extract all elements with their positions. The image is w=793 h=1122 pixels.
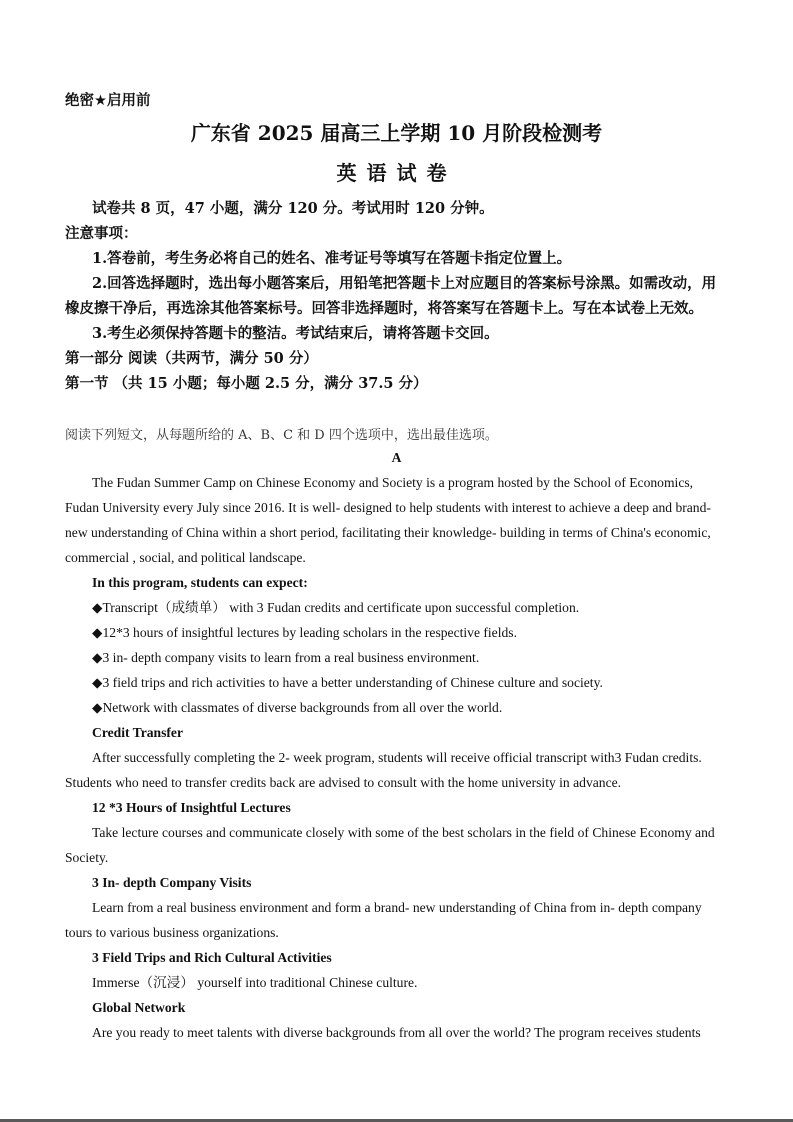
section-heading: 3 In- depth Company Visits [92,875,252,890]
subsection-heading: 第一节 （共 15 小题；每小题 2.5 分，满分 37.5 分） [65,375,428,392]
notice-heading: 注意事项： [65,225,138,242]
passage-body [65,470,729,1045]
diamond-bullet-icon: ◆ [92,675,103,690]
diamond-bullet-icon: ◆ [92,650,103,665]
diamond-bullet-icon: ◆ [92,625,103,640]
bullet-item: ◆3 in- depth company visits to learn from a real business environment. [92,650,480,665]
diamond-bullet-icon: ◆ [92,600,103,615]
section-heading: 3 Field Trips and Rich Cultural Activities [92,950,332,965]
notice-item: 1.答卷前，考生务必将自己的姓名、准考证号等填写在答题卡指定位置上。 [92,250,572,267]
exam-summary: 试卷共 8 页，47 小题，满分 120 分。考试用时 120 分钟。 [92,200,494,217]
instructions [65,196,729,396]
section-body: Take lecture courses and communicate closely with some of the best scholars in the field of Chinese Economy and Society. [65,825,715,865]
section-heading: 12 *3 Hours of Insightful Lectures [92,800,291,815]
section-body: After successfully completing the 2- week program, students will receive official transcript with3 Fudan credits. Students who need to transfer credits back are advised to consult with the home university in advance. [65,750,702,790]
passage-label: A [391,450,402,465]
notice-item: 2.回答选择题时，选出每小题答案后，用铅笔把答题卡上对应题目的答案标号涂黑。如需改动，用橡皮擦干净后，再选涂其他答案标号。回答非选择题时，将答案写在答题卡上。写在本试卷上无效。 [65,275,717,317]
section-heading: Credit Transfer [92,725,183,740]
bullet-item: ◆Network with classmates of diverse backgrounds from all over the world. [92,700,503,715]
notice-item: 3.考生必须保持答题卡的整洁。考试结束后，请将答题卡交回。 [92,325,499,342]
bullet-item: ◆12*3 hours of insightful lectures by leading scholars in the respective fields. [92,625,517,640]
expect-heading: In this program, students can expect: [92,575,308,590]
part-heading: 第一部分 阅读（共两节，满分 50 分） [65,350,318,367]
section-body: Are you ready to meet talents with diverse backgrounds from all over the world? The program receives students [92,1025,701,1040]
diamond-bullet-icon: ◆ [92,700,103,715]
bullet-item: ◆3 field trips and rich activities to have a better understanding of Chinese culture and society. [92,675,603,690]
exam-subtitle: 英语试卷 [336,161,457,185]
section-body: Learn from a real business environment and form a brand- new understanding of China from in- depth company tours to various business organizations. [65,900,702,940]
exam-title: 广东省 2025 届高三上学期 10 月阶段检测考 [190,121,603,145]
directions: 阅读下列短文，从每题所给的 A、B、C 和 D 四个选项中，选出最佳选项。 [65,428,498,443]
confidential-label: 绝密★启用前 [65,93,151,109]
section-heading: Global Network [92,1000,186,1015]
section-body: Immerse（沉浸） yourself into traditional Chinese culture. [92,975,418,990]
bullet-item: ◆Transcript（成绩单） with 3 Fudan credits and certificate upon successful completion. [92,600,580,615]
passage-intro: The Fudan Summer Camp on Chinese Economy and Society is a program hosted by the School of Economics, Fudan University every July since 2016. It is well- designed to help students with interest to achieve a deep and brand- new understanding of China within a short period, facilitating their knowledge- building in terms of China's economic, commercial , social, and political landscape. [65,475,711,565]
